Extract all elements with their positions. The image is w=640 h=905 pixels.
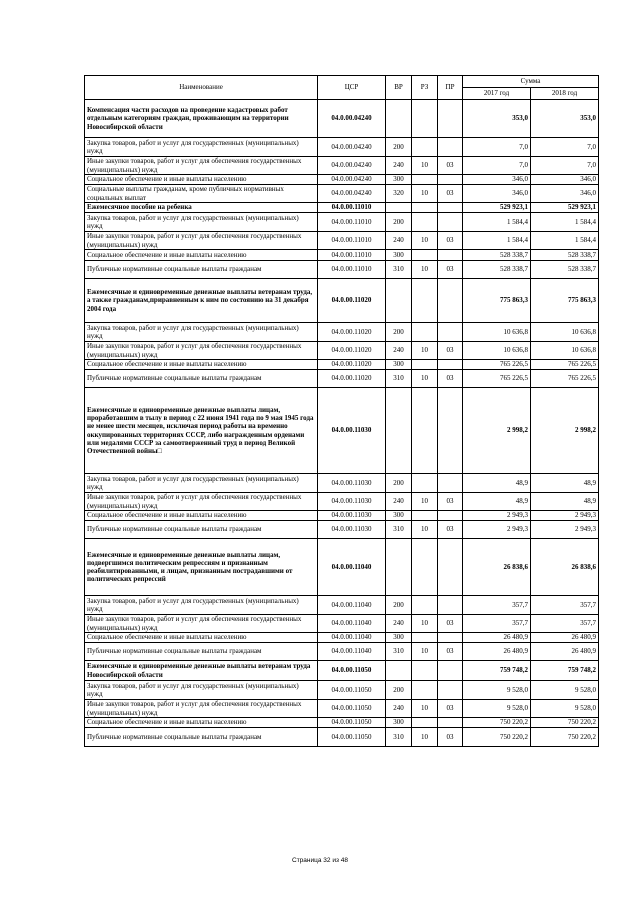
cell-name: Публичные нормативные социальные выплаты гражданам	[85, 261, 318, 279]
cell-name: Социальное обеспечение и иные выплаты населению	[85, 175, 318, 185]
cell-rz	[412, 661, 438, 681]
cell-s1: 353,0	[463, 100, 531, 138]
cell-pr: 03	[438, 232, 463, 250]
header-year-2018: 2018 год	[531, 88, 599, 100]
cell-rz	[412, 360, 438, 370]
cell-rz	[412, 388, 438, 474]
cell-rz: 10	[412, 521, 438, 539]
cell-s1: 529 923,1	[463, 203, 531, 213]
cell-rz: 10	[412, 157, 438, 175]
cell-s2: 26 480,9	[531, 633, 599, 643]
table-row-section	[85, 100, 599, 138]
header-row-top	[85, 76, 599, 88]
cell-vr	[386, 388, 412, 474]
cell-pr: 03	[438, 728, 463, 747]
cell-s1: 48,9	[463, 474, 531, 493]
cell-vr: 300	[386, 511, 412, 521]
cell-csr: 04.0.00.11040	[318, 539, 386, 596]
cell-s1: 7,0	[463, 157, 531, 175]
cell-name: Ежемесячные и единовременные денежные выплаты лицам, подвергшимся политическим репрессиям и признанным реабилитированными, и лицам, признанным пострадавшими от политических репрессий	[85, 539, 318, 596]
cell-vr	[386, 661, 412, 681]
cell-csr: 04.0.00.11050	[318, 661, 386, 681]
cell-s2: 48,9	[531, 493, 599, 511]
cell-vr: 200	[386, 596, 412, 615]
cell-rz: 10	[412, 728, 438, 747]
cell-csr: 04.0.00.11020	[318, 360, 386, 370]
cell-s2: 9 528,0	[531, 681, 599, 700]
cell-s1: 346,0	[463, 175, 531, 185]
cell-csr: 04.0.00.11020	[318, 323, 386, 342]
cell-s2: 759 748,2	[531, 661, 599, 681]
table-row	[85, 342, 599, 360]
header-name: Наименование	[85, 76, 318, 100]
cell-csr: 04.0.00.11010	[318, 261, 386, 279]
cell-rz: 10	[412, 342, 438, 360]
table-row	[85, 185, 599, 203]
cell-s2: 346,0	[531, 185, 599, 203]
cell-s2: 2 949,3	[531, 511, 599, 521]
cell-pr	[438, 681, 463, 700]
cell-vr: 310	[386, 261, 412, 279]
cell-s1: 346,0	[463, 185, 531, 203]
cell-s1: 1 584,4	[463, 213, 531, 232]
cell-s2: 346,0	[531, 175, 599, 185]
cell-s1: 9 528,0	[463, 681, 531, 700]
cell-s2: 1 584,4	[531, 213, 599, 232]
cell-rz: 10	[412, 232, 438, 250]
cell-name: Ежемесячные и единовременные денежные выплаты ветеранам труда, а также гражданам,приравненным к ним по состоянию на 31 декабря 2004 года	[85, 279, 318, 323]
cell-pr	[438, 539, 463, 596]
cell-pr	[438, 323, 463, 342]
cell-vr: 310	[386, 370, 412, 388]
cell-pr: 03	[438, 342, 463, 360]
cell-s2: 353,0	[531, 100, 599, 138]
cell-s1: 528 338,7	[463, 261, 531, 279]
cell-name: Иные закупки товаров, работ и услуг для обеспечения государственных (муниципальных) нужд	[85, 157, 318, 175]
cell-name: Иные закупки товаров, работ и услуг для обеспечения государственных (муниципальных) нужд	[85, 615, 318, 633]
cell-s1: 2 949,3	[463, 521, 531, 539]
cell-vr: 200	[386, 681, 412, 700]
cell-pr: 03	[438, 700, 463, 718]
cell-s1: 775 863,3	[463, 279, 531, 323]
table-row	[85, 250, 599, 261]
cell-name: Закупка товаров, работ и услуг для государственных (муниципальных) нужд	[85, 213, 318, 232]
cell-pr: 03	[438, 261, 463, 279]
cell-s2: 7,0	[531, 157, 599, 175]
cell-csr: 04.0.00.11040	[318, 596, 386, 615]
cell-vr: 300	[386, 175, 412, 185]
cell-s1: 10 636,8	[463, 323, 531, 342]
cell-name: Социальное обеспечение и иные выплаты населению	[85, 250, 318, 261]
cell-pr: 03	[438, 157, 463, 175]
cell-vr: 310	[386, 728, 412, 747]
cell-vr: 320	[386, 185, 412, 203]
cell-s2: 528 338,7	[531, 250, 599, 261]
table-row	[85, 175, 599, 185]
cell-name: Иные закупки товаров, работ и услуг для обеспечения государственных (муниципальных) нужд	[85, 232, 318, 250]
cell-rz	[412, 474, 438, 493]
cell-s1: 9 528,0	[463, 700, 531, 718]
cell-pr: 03	[438, 185, 463, 203]
cell-csr: 04.0.00.11010	[318, 232, 386, 250]
cell-s2: 750 220,2	[531, 718, 599, 728]
table-row-section	[85, 388, 599, 474]
cell-s1: 759 748,2	[463, 661, 531, 681]
cell-s1: 26 480,9	[463, 633, 531, 643]
cell-rz	[412, 633, 438, 643]
cell-name: Ежемесячные и единовременные денежные выплаты лицам, проработавшим в тылу в период с 22 июня 1941 года по 9 мая 1945 года не менее шести месяцев, исключая период работы на временно оккупированных территориях СССР, либо награжденным орденами или медалями СССР за самоотверженный труд в период Великой Отечественной войны□	[85, 388, 318, 474]
table-row	[85, 360, 599, 370]
cell-s1: 357,7	[463, 596, 531, 615]
cell-rz: 10	[412, 370, 438, 388]
cell-pr	[438, 388, 463, 474]
cell-name: Публичные нормативные социальные выплаты гражданам	[85, 643, 318, 661]
cell-vr	[386, 539, 412, 596]
cell-name: Социальное обеспечение и иные выплаты населению	[85, 511, 318, 521]
cell-s2: 26 480,9	[531, 643, 599, 661]
cell-name: Социальное обеспечение и иные выплаты населению	[85, 718, 318, 728]
table-row	[85, 615, 599, 633]
header-sum: Сумма	[463, 76, 599, 88]
cell-name: Ежемесячное пособие на ребенка	[85, 203, 318, 213]
cell-csr: 04.0.00.11040	[318, 643, 386, 661]
cell-rz: 10	[412, 261, 438, 279]
cell-csr: 04.0.00.04240	[318, 175, 386, 185]
cell-pr	[438, 279, 463, 323]
cell-name: Иные закупки товаров, работ и услуг для обеспечения государственных (муниципальных) нужд	[85, 493, 318, 511]
cell-s2: 9 528,0	[531, 700, 599, 718]
cell-name: Ежемесячные и единовременные денежные выплаты ветеранам труда Новосибирской области	[85, 661, 318, 681]
table-row	[85, 232, 599, 250]
table-row	[85, 493, 599, 511]
cell-s2: 357,7	[531, 615, 599, 633]
budget-table	[84, 75, 599, 747]
cell-pr	[438, 596, 463, 615]
cell-rz	[412, 596, 438, 615]
table-row	[85, 700, 599, 718]
cell-csr: 04.0.00.11020	[318, 370, 386, 388]
cell-pr: 03	[438, 370, 463, 388]
cell-vr: 300	[386, 360, 412, 370]
cell-vr	[386, 279, 412, 323]
cell-csr: 04.0.00.04240	[318, 185, 386, 203]
cell-pr	[438, 633, 463, 643]
cell-csr: 04.0.00.04240	[318, 138, 386, 157]
cell-s2: 750 220,2	[531, 728, 599, 747]
cell-pr: 03	[438, 615, 463, 633]
cell-name: Публичные нормативные социальные выплаты гражданам	[85, 728, 318, 747]
cell-rz	[412, 511, 438, 521]
cell-name: Компенсация части расходов на проведение кадастровых работ отдельным категориям граждан, проживающим на территории Новосибирской области	[85, 100, 318, 138]
cell-vr: 240	[386, 342, 412, 360]
cell-pr: 03	[438, 521, 463, 539]
cell-rz	[412, 250, 438, 261]
cell-vr: 300	[386, 250, 412, 261]
cell-csr: 04.0.00.11050	[318, 718, 386, 728]
cell-s1: 2 998,2	[463, 388, 531, 474]
cell-pr: 03	[438, 493, 463, 511]
cell-vr: 240	[386, 615, 412, 633]
cell-rz	[412, 681, 438, 700]
cell-name: Закупка товаров, работ и услуг для государственных (муниципальных) нужд	[85, 138, 318, 157]
cell-pr	[438, 511, 463, 521]
cell-s2: 2 998,2	[531, 388, 599, 474]
cell-rz	[412, 203, 438, 213]
cell-s1: 765 226,5	[463, 370, 531, 388]
cell-csr: 04.0.00.11030	[318, 388, 386, 474]
cell-csr: 04.0.00.11010	[318, 203, 386, 213]
cell-pr	[438, 213, 463, 232]
cell-pr	[438, 718, 463, 728]
table-row	[85, 728, 599, 747]
table-row	[85, 213, 599, 232]
cell-rz: 10	[412, 493, 438, 511]
table-body	[85, 100, 599, 747]
cell-name: Иные закупки товаров, работ и услуг для обеспечения государственных (муниципальных) нужд	[85, 700, 318, 718]
cell-s2: 10 636,8	[531, 323, 599, 342]
cell-s2: 765 226,5	[531, 360, 599, 370]
cell-s2: 10 636,8	[531, 342, 599, 360]
cell-rz	[412, 539, 438, 596]
cell-s1: 26 480,9	[463, 643, 531, 661]
cell-pr: 03	[438, 643, 463, 661]
cell-name: Публичные нормативные социальные выплаты гражданам	[85, 521, 318, 539]
cell-csr: 04.0.00.11030	[318, 511, 386, 521]
cell-s1: 528 338,7	[463, 250, 531, 261]
cell-s2: 1 584,4	[531, 232, 599, 250]
table-row	[85, 633, 599, 643]
cell-rz: 10	[412, 185, 438, 203]
table-row	[85, 521, 599, 539]
header-rz: РЗ	[412, 76, 438, 100]
cell-vr	[386, 203, 412, 213]
table-row-section	[85, 279, 599, 323]
table-row	[85, 261, 599, 279]
cell-name: Публичные нормативные социальные выплаты гражданам	[85, 370, 318, 388]
cell-s1: 765 226,5	[463, 360, 531, 370]
cell-s2: 357,7	[531, 596, 599, 615]
cell-csr: 04.0.00.11030	[318, 521, 386, 539]
table-row	[85, 157, 599, 175]
cell-csr: 04.0.00.11020	[318, 279, 386, 323]
cell-pr	[438, 661, 463, 681]
cell-rz	[412, 138, 438, 157]
table-row	[85, 596, 599, 615]
cell-csr: 04.0.00.11050	[318, 700, 386, 718]
cell-vr	[386, 100, 412, 138]
cell-csr: 04.0.00.11050	[318, 681, 386, 700]
table-row	[85, 681, 599, 700]
table-row	[85, 474, 599, 493]
cell-csr: 04.0.00.11020	[318, 342, 386, 360]
table-row	[85, 138, 599, 157]
cell-pr	[438, 360, 463, 370]
cell-s1: 1 584,4	[463, 232, 531, 250]
cell-s2: 775 863,3	[531, 279, 599, 323]
cell-csr: 04.0.00.11040	[318, 615, 386, 633]
cell-rz	[412, 279, 438, 323]
cell-s1: 357,7	[463, 615, 531, 633]
cell-vr: 300	[386, 633, 412, 643]
cell-vr: 200	[386, 474, 412, 493]
table-row-section	[85, 539, 599, 596]
cell-rz: 10	[412, 643, 438, 661]
cell-name: Закупка товаров, работ и услуг для государственных (муниципальных) нужд	[85, 596, 318, 615]
cell-s1: 7,0	[463, 138, 531, 157]
cell-vr: 300	[386, 718, 412, 728]
cell-name: Социальные выплаты гражданам, кроме публичных нормативных социальных выплат	[85, 185, 318, 203]
table-row	[85, 370, 599, 388]
cell-vr: 200	[386, 323, 412, 342]
cell-vr: 200	[386, 138, 412, 157]
table-row	[85, 511, 599, 521]
cell-s2: 26 838,6	[531, 539, 599, 596]
cell-rz: 10	[412, 700, 438, 718]
cell-s2: 529 923,1	[531, 203, 599, 213]
cell-pr	[438, 175, 463, 185]
cell-s2: 48,9	[531, 474, 599, 493]
cell-rz	[412, 323, 438, 342]
cell-vr: 240	[386, 232, 412, 250]
cell-csr: 04.0.00.11030	[318, 474, 386, 493]
cell-vr: 240	[386, 157, 412, 175]
cell-vr: 310	[386, 521, 412, 539]
cell-pr	[438, 138, 463, 157]
table-row	[85, 643, 599, 661]
cell-rz	[412, 100, 438, 138]
cell-pr	[438, 203, 463, 213]
cell-name: Закупка товаров, работ и услуг для государственных (муниципальных) нужд	[85, 474, 318, 493]
cell-csr: 04.0.00.11010	[318, 250, 386, 261]
cell-s1: 26 838,6	[463, 539, 531, 596]
cell-rz: 10	[412, 615, 438, 633]
cell-s1: 2 949,3	[463, 511, 531, 521]
cell-name: Закупка товаров, работ и услуг для государственных (муниципальных) нужд	[85, 323, 318, 342]
cell-name: Социальное обеспечение и иные выплаты населению	[85, 360, 318, 370]
cell-name: Социальное обеспечение и иные выплаты населению	[85, 633, 318, 643]
table-row-section	[85, 203, 599, 213]
cell-csr: 04.0.00.11010	[318, 213, 386, 232]
table-row-section	[85, 661, 599, 681]
cell-s1: 10 636,8	[463, 342, 531, 360]
cell-s1: 750 220,2	[463, 728, 531, 747]
header-csr: ЦСР	[318, 76, 386, 100]
cell-rz	[412, 718, 438, 728]
header-year-2017: 2017 год	[463, 88, 531, 100]
cell-csr: 04.0.00.04240	[318, 157, 386, 175]
cell-pr	[438, 474, 463, 493]
cell-s2: 7,0	[531, 138, 599, 157]
cell-csr: 04.0.00.04240	[318, 100, 386, 138]
cell-s2: 2 949,3	[531, 521, 599, 539]
page-number: Страница 32 из 48	[292, 857, 348, 864]
cell-pr	[438, 100, 463, 138]
cell-s2: 528 338,7	[531, 261, 599, 279]
header-pr: ПР	[438, 76, 463, 100]
cell-rz	[412, 175, 438, 185]
cell-vr: 200	[386, 213, 412, 232]
document-page	[84, 75, 598, 747]
cell-vr: 310	[386, 643, 412, 661]
cell-csr: 04.0.00.11050	[318, 728, 386, 747]
cell-s2: 765 226,5	[531, 370, 599, 388]
cell-name: Иные закупки товаров, работ и услуг для обеспечения государственных (муниципальных) нужд	[85, 342, 318, 360]
cell-csr: 04.0.00.11030	[318, 493, 386, 511]
cell-vr: 240	[386, 493, 412, 511]
cell-vr: 240	[386, 700, 412, 718]
header-vr: ВР	[386, 76, 412, 100]
cell-s1: 48,9	[463, 493, 531, 511]
cell-name: Закупка товаров, работ и услуг для государственных (муниципальных) нужд	[85, 681, 318, 700]
cell-rz	[412, 213, 438, 232]
cell-s1: 750 220,2	[463, 718, 531, 728]
cell-csr: 04.0.00.11040	[318, 633, 386, 643]
table-row	[85, 323, 599, 342]
cell-pr	[438, 250, 463, 261]
table-row	[85, 718, 599, 728]
